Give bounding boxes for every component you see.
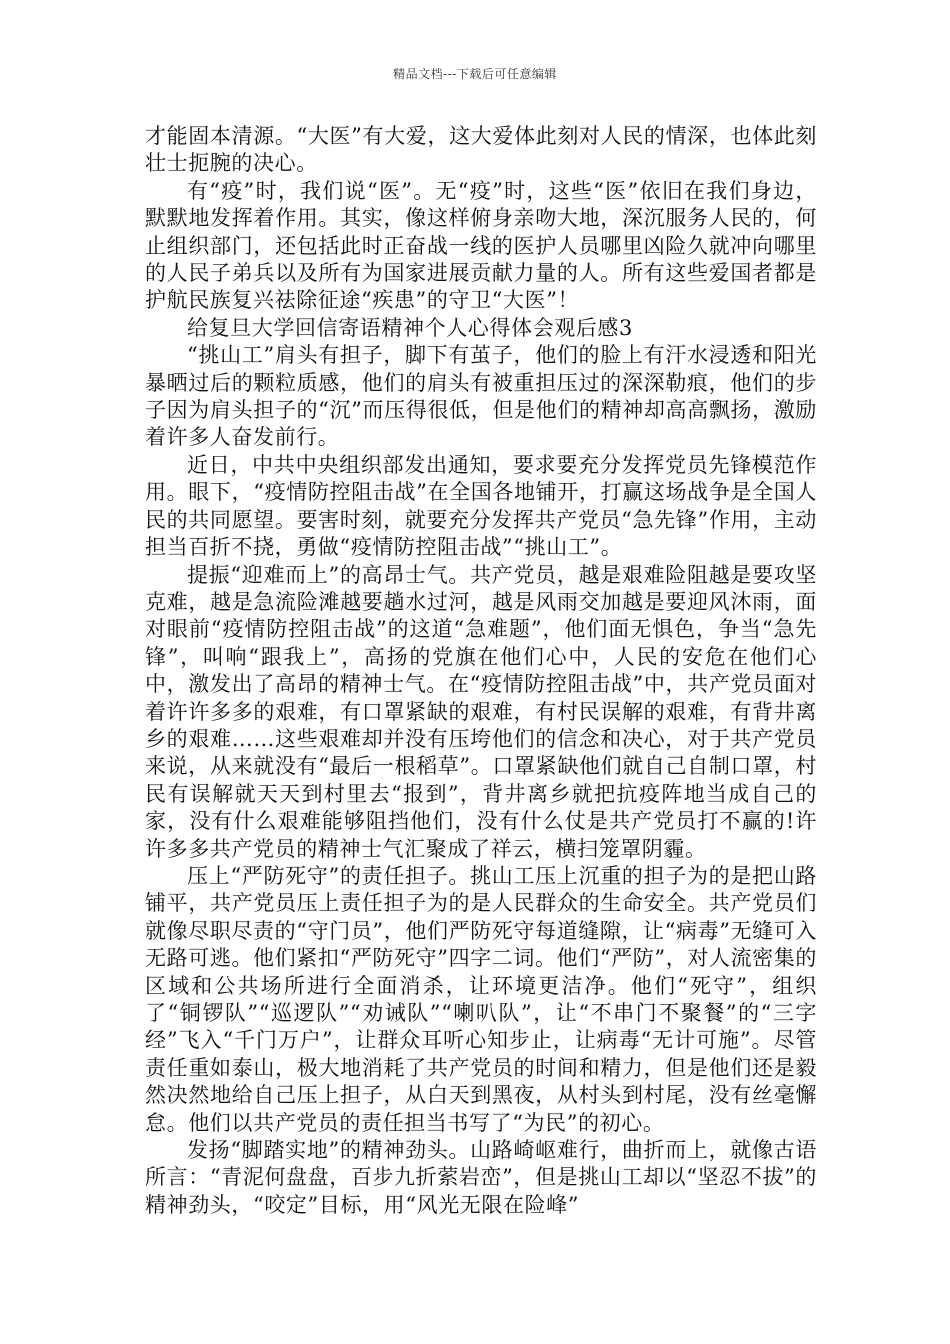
document-body [145,123,817,1219]
paragraph-continuation: 才能固本清源。“大医”有大爱，这大爱体此刻对人民的情深，也体此刻壮士扼腕的决心。 [145,124,817,176]
paragraph-responsibility: 压上“严防死守”的责任担子。挑山工压上沉重的担子为的是把山路铺平，共产党员压上责任担子为的是人民群众的生命安全。共产党员们就像尽职尽责的“守门员”，他们严防死守每道缝隙，让“病毒”无缝可入无路可逃。他们紧扣“严防死守”四字二词。他们“严防”，对人流密集的区域和公共场所进行全面消杀，让环境更洁净。他们“死守”，组织了“铜锣队”“巡逻队”“劝诫队”“喇叭队”，让“不串门不聚餐”的“三字经”飞入“千门万户”，让群众耳听心知步止，让病毒“无计可施”。尽管责任重如泰山，极大地消耗了共产党员的时间和精力，但是他们还是毅然决然地给自己压上担子，从白天到黑夜，从村头到村尾，没有丝毫懈怠。他们以共产党员的责任担当书写了“为民”的初心。 [145,863,818,1135]
section-title: 给复旦大学回信寄语精神个人心得体会观后感3 [187,315,633,340]
paragraph-spirit: 发扬“脚踏实地”的精神劲头。山路崎岖难行，曲折而上，就像古语所言：“青泥何盘盘，百步九折萦岩峦”，但是挑山工却以“坚忍不拔”的精神劲头，“咬定”目标，用“风光无限在险峰” [145,1138,817,1217]
paragraph-notice: 近日，中共中央组织部发出通知，要求要充分发挥党员先锋模范作用。眼下，“疫情防控阻击战”在全国各地铺开，打赢这场战争是全国人民的共同愿望。要害时刻，就要充分发挥共产党员“急先锋”作用，主动担当百折不挠，勇做“疫情防控阻击战”“挑山工”。 [145,452,817,560]
paragraph-dayi: 有“疫”时，我们说“医”。无“疫”时，这些“医”依旧在我们身边，默默地发挥着作用。其实，像这样俯身亲吻大地，深沉服务人民的，何止组织部门，还包括此时正奋战一线的医护人员哪里凶险久就冲向哪里的人民子弟兵以及所有为国家进展贡献力量的人。所有这些爱国者都是护航民族复兴祛除征途“疾患”的守卫“大医”！ [145,178,817,313]
paragraph-morale: 提振“迎难而上”的高昂士气。共产党员，越是艰难险阻越是要攻坚克难，越是急流险滩越要趟水过河，越是风雨交加越是要迎风沐雨，面对眼前“疫情防控阻击战”的这道“急难题”，他们面无惧色，争当“急先锋”，叫响“跟我上”，高扬的党旗在他们心中，人民的安危在他们心中，激发出了高昂的精神士气。在“疫情防控阻击战”中，共产党员面对着许许多多的艰难，有口罩紧缺的艰难，有村民误解的艰难，有背井离乡的艰难……这些艰难却并没有压垮他们的信念和决心，对于共产党员来说，从来就没有“最后一根稻草”。口罩紧缺他们就自己自制口罩，村民有误解就天天到村里去“报到”，背井离乡就把抗疫阵地当成自己的家，没有什么艰难能够阻挡他们，没有什么仗是共产党员打不赢的!许许多多共产党员的精神士气汇聚成了祥云，横扫笼罩阴霾。 [145,562,817,861]
paragraph-tiaoshangong: “挑山工”肩头有担子，脚下有茧子，他们的脸上有汗水浸透和阳光暴晒过后的颗粒质感，他们的肩头有被重担压过的深深勒痕，他们的步子因为肩头担子的“沉”而压得很低，但是他们的精神却高高飘扬，激励着许多人奋发前行。 [145,343,817,450]
page-header: 精品文档---下载后可任意编辑 [393,67,557,81]
